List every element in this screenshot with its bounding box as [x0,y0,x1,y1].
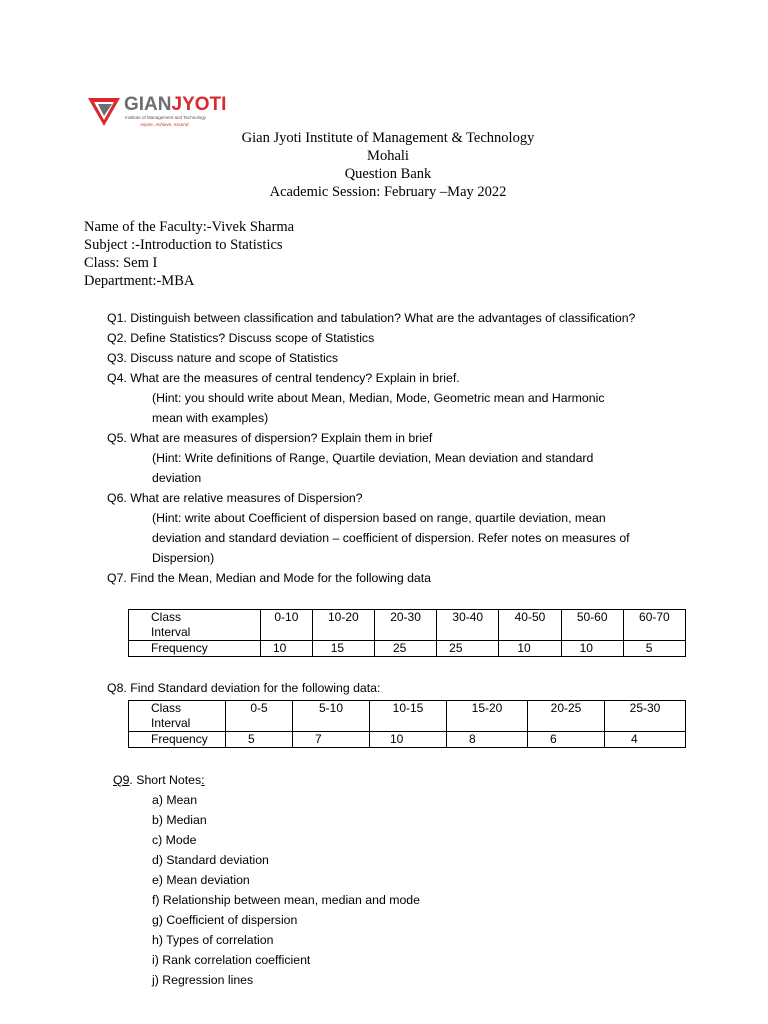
class-name: Class: Sem I [84,255,158,271]
table-cell: 20-30 [374,610,436,641]
question-6-hint-line2: deviation and standard deviation – coefficient of dispersion. Refer notes on measures of [152,531,630,545]
question-5-hint-line2: deviation [152,471,202,485]
question-4: Q4. What are the measures of central tendency? Explain in brief. [107,371,460,385]
list-item: b) Median [152,813,207,827]
table-cell: 30-40 [437,610,499,641]
institute-name: Gian Jyoti Institute of Management & Technology [241,130,535,146]
list-item: c) Mode [152,833,197,847]
logo-wordmark [124,94,226,116]
table-cell: 5 [226,732,293,748]
table-cell: 7 [293,732,370,748]
department-name: Department:-MBA [84,273,195,289]
list-item: d) Standard deviation [152,853,269,867]
question-2: Q2. Define Statistics? Discuss scope of Statistics [107,331,375,345]
question-5-hint-line1: (Hint: Write definitions of Range, Quartile deviation, Mean deviation and standard [152,451,594,465]
table-header-cell [129,701,226,732]
list-item: f) Relationship between mean, median and mode [152,893,420,907]
question-6: Q6. What are relative measures of Dispersion? [107,491,363,505]
academic-session: Academic Session: February –May 2022 [269,184,507,200]
table-cell: 40-50 [499,610,561,641]
list-item: j) Regression lines [152,973,254,987]
table-cell: 15 [312,641,374,657]
document-title: Question Bank [344,166,432,182]
question-4-hint-line2: mean with examples) [152,411,269,425]
frequency-label: Frequency [129,641,261,657]
list-item: h) Types of correlation [152,933,274,947]
question-4-hint-line1: (Hint: you should write about Mean, Median, Mode, Geometric mean and Harmonic [152,391,605,405]
table-cell: 0-10 [261,610,313,641]
table-cell: 5 [623,641,685,657]
table-cell: 10 [499,641,561,657]
short-notes-heading: . Short Notes [129,773,202,787]
question-list [107,308,635,588]
faculty-details [84,218,294,290]
question-8: Q8. Find Standard deviation for the following data: [107,681,381,695]
question-6-hint-line1: (Hint: write about Coefficient of dispersion based on range, quartile deviation, mean [152,511,606,525]
table-cell: 25-30 [605,701,686,732]
short-notes-number: Q9 [113,773,130,787]
table-cell: 10 [261,641,313,657]
list-item: g) Coefficient of dispersion [152,913,298,927]
table-row [129,701,686,732]
q8-data-table [128,700,686,748]
table-cell: 6 [528,732,605,748]
list-item: i) Rank correlation coefficient [152,953,311,967]
table-row [129,732,686,748]
table-header-cell [129,610,261,641]
table-cell: 8 [447,732,528,748]
table-cell: 5-10 [293,701,370,732]
table-cell: 20-25 [528,701,605,732]
table-cell: 50-60 [561,610,623,641]
question-6-hint-line3: Dispersion) [152,551,215,565]
table-cell: 10 [370,732,447,748]
table-cell: 10 [561,641,623,657]
frequency-label: Frequency [129,732,226,748]
table-cell: 4 [605,732,686,748]
short-notes-list [113,790,420,990]
logo-tagline: Aspire, Achieve, Ascend [140,122,189,127]
logo-emblem-icon [84,92,124,132]
short-notes-title [113,770,420,790]
interval-label: Interval [151,716,191,730]
q7-data-table [128,609,686,657]
table-cell: 25 [374,641,436,657]
subject-name: Subject :-Introduction to Statistics [84,237,283,253]
table-cell: 10-15 [370,701,447,732]
interval-label: Interval [151,625,191,639]
table-cell: 25 [437,641,499,657]
institute-logo [84,92,234,132]
question-5: Q5. What are measures of dispersion? Explain them in brief [107,431,433,445]
logo-name-part1: GIAN [124,94,172,115]
table-cell: 10-20 [312,610,374,641]
table-cell: 15-20 [447,701,528,732]
table-row [129,610,686,641]
document-header [0,129,768,201]
class-label: Class [151,701,182,715]
logo-subtitle: Institute of Management and Technology [125,115,206,120]
class-label: Class [151,610,182,624]
faculty-name: Name of the Faculty:-Vivek Sharma [84,219,295,235]
question-1: Q1. Distinguish between classification and tabulation? What are the advantages of classification? [107,311,636,325]
table-cell: 60-70 [623,610,685,641]
table-cell: 0-5 [226,701,293,732]
logo-name-part2: JYOTI [171,94,227,115]
list-item: a) Mean [152,793,198,807]
table-row [129,641,686,657]
institute-city: Mohali [367,148,409,164]
list-item: e) Mean deviation [152,873,250,887]
question-7: Q7. Find the Mean, Median and Mode for the following data [107,571,432,585]
question-3: Q3. Discuss nature and scope of Statistics [107,351,339,365]
short-notes-section [113,770,420,990]
short-notes-colon: : [201,773,205,787]
